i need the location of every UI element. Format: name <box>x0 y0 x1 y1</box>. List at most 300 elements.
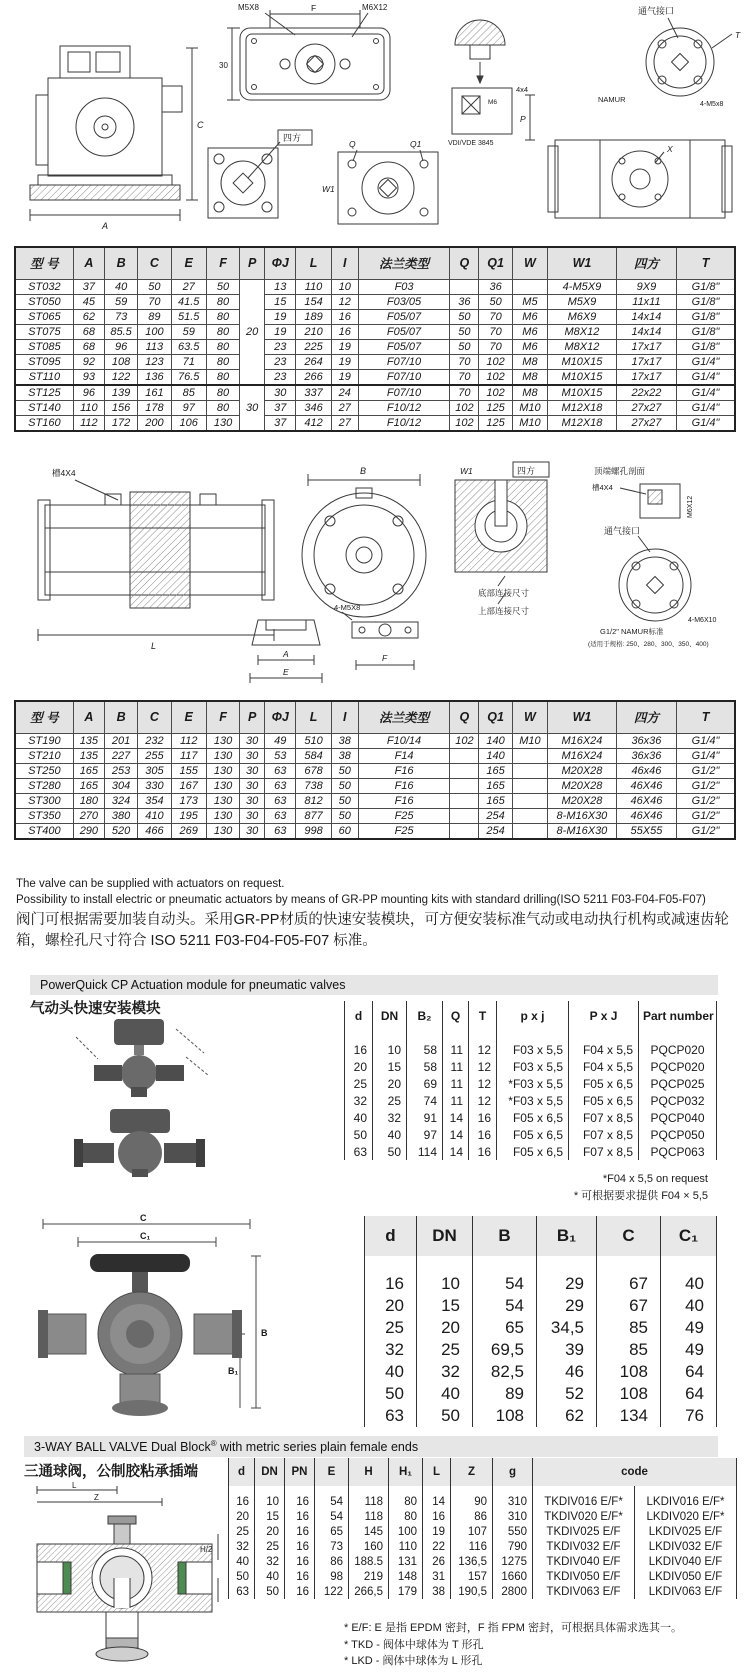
table-cell: F10/14 <box>358 733 450 748</box>
table-cell: 38 <box>423 1584 451 1599</box>
table-cell: 14x14 <box>616 324 676 339</box>
table-cell: 26 <box>423 1554 451 1569</box>
square-flange-view <box>208 130 312 218</box>
table-cell: 15 <box>255 1509 285 1524</box>
table-cell: 63 <box>265 763 296 778</box>
table-cell: PQCP040 <box>639 1109 717 1126</box>
actuator-front-view <box>30 46 198 221</box>
table-cell: 30 <box>240 385 265 431</box>
table-cell: M12X18 <box>548 415 617 431</box>
threeway-title: 3-WAY BALL VALVE Dual Block <box>34 1440 211 1455</box>
table-cell: 98 <box>315 1569 349 1584</box>
table-cell: 100 <box>389 1524 423 1539</box>
table-cell: 19 <box>331 369 358 385</box>
table-cell: F14 <box>358 748 450 763</box>
column-header: 法兰类型 <box>358 701 450 733</box>
column-header: d <box>345 1001 373 1031</box>
column-header: W <box>512 701 547 733</box>
table-cell: 254 <box>479 823 512 839</box>
table-cell: 410 <box>138 808 171 823</box>
column-header: B <box>104 247 137 279</box>
table-cell: 40 <box>417 1383 473 1405</box>
table-cell: ST032 <box>15 279 73 294</box>
table-cell: ST210 <box>15 748 73 763</box>
table-cell: F04 x 5,5 <box>569 1058 639 1075</box>
table-cell: 102 <box>450 733 479 748</box>
table-row <box>15 385 735 401</box>
table-cell: G1/8" <box>677 339 735 354</box>
table-row <box>345 1092 717 1109</box>
powerquick-section <box>0 975 750 1205</box>
table-cell: F03 <box>358 279 450 294</box>
column-header: T <box>677 701 735 733</box>
table-cell: 40 <box>104 279 137 294</box>
table-cell: 40 <box>661 1295 717 1317</box>
table-cell: 50 <box>450 309 479 324</box>
table-cell: 40 <box>365 1361 417 1383</box>
column-header: Q <box>443 1001 469 1031</box>
table-cell: 165 <box>479 778 512 793</box>
table-cell: 70 <box>138 294 171 309</box>
table-cell: 46X46 <box>616 778 676 793</box>
valve-dimension-table <box>364 1216 717 1427</box>
table-cell: 310 <box>493 1486 533 1509</box>
table-cell: 59 <box>171 324 206 339</box>
table-cell: TKDIV016 E/F* <box>533 1486 635 1509</box>
table-cell: ST050 <box>15 294 73 309</box>
table-cell: G1/4" <box>677 385 735 401</box>
table-cell: 27 <box>331 415 358 431</box>
table-cell: 20 <box>255 1524 285 1539</box>
table-cell: 30 <box>240 778 265 793</box>
table-cell: 69,5 <box>473 1339 537 1361</box>
table-cell: ST190 <box>15 733 73 748</box>
column-header: T <box>469 1001 497 1031</box>
table-cell: 36 <box>479 279 512 294</box>
table-cell: 13 <box>265 279 296 294</box>
table-cell: TKDIV032 E/F <box>533 1539 635 1554</box>
table-cell: 27 <box>171 279 206 294</box>
table-cell: 46X46 <box>616 808 676 823</box>
table-cell: 16 <box>331 324 358 339</box>
table-cell: 40 <box>661 1256 717 1295</box>
table-cell: 70 <box>450 369 479 385</box>
table-cell: 23 <box>265 369 296 385</box>
table-cell: G1/8" <box>677 309 735 324</box>
table-cell: 346 <box>296 400 331 415</box>
table-row <box>365 1256 717 1295</box>
table-cell: F05/07 <box>358 324 450 339</box>
table-cell: 11 <box>443 1058 469 1075</box>
table-cell: 37 <box>265 400 296 415</box>
table-cell <box>450 763 479 778</box>
table-cell: 36 <box>450 294 479 309</box>
vent-port-view <box>646 18 732 96</box>
table-cell: 32 <box>373 1109 407 1126</box>
table-cell: 172 <box>104 415 137 431</box>
table-cell: G1/2" <box>677 808 735 823</box>
table-cell: 380 <box>104 808 137 823</box>
table-cell: 11 <box>443 1075 469 1092</box>
table-cell <box>512 793 547 808</box>
table-cell: 210 <box>296 324 331 339</box>
table-cell: 330 <box>138 778 171 793</box>
table-cell: 20 <box>373 1075 407 1092</box>
dim-label-f: F <box>311 3 317 13</box>
table-cell: 34,5 <box>537 1317 597 1339</box>
table-cell: 14 <box>443 1109 469 1126</box>
dim-label-l-tw: L <box>72 1482 77 1490</box>
table-cell: G1/2" <box>677 793 735 808</box>
table-cell: 10 <box>417 1256 473 1295</box>
table-cell: 39 <box>537 1339 597 1361</box>
callout-4-m5x8-mid: 4-M5X8 <box>334 603 361 612</box>
table-cell: F05/07 <box>358 309 450 324</box>
notes-paragraph <box>16 878 742 952</box>
table-cell: 178 <box>138 400 171 415</box>
label-bottom-connection: 底部连接尺寸 <box>478 588 530 598</box>
table-cell: F25 <box>358 823 450 839</box>
table-cell: 10 <box>331 279 358 294</box>
powerquick-title: PowerQuick CP Actuation module for pneumatic valves <box>40 978 346 992</box>
table-cell: 11x11 <box>616 294 676 309</box>
table-cell: M12X18 <box>548 400 617 415</box>
table-cell: 112 <box>171 733 206 748</box>
column-header: A <box>73 701 104 733</box>
actuator-drawings-middle-svg <box>0 460 750 698</box>
table-cell: 16 <box>345 1031 373 1058</box>
table-cell: 37 <box>265 415 296 431</box>
table-cell: 108 <box>104 354 137 369</box>
table-cell: 65 <box>315 1524 349 1539</box>
table-cell: 264 <box>296 354 331 369</box>
table-cell: 466 <box>138 823 171 839</box>
table-row <box>229 1569 737 1584</box>
table-cell: 118 <box>349 1486 389 1509</box>
table-cell: 790 <box>493 1539 533 1554</box>
table-row <box>365 1295 717 1317</box>
table-cell: 70 <box>479 309 512 324</box>
table-cell: 76 <box>661 1405 717 1427</box>
table-cell: 112 <box>73 415 104 431</box>
table-cell: 17x17 <box>616 339 676 354</box>
table-cell: 10 <box>255 1486 285 1509</box>
column-header: I <box>331 701 358 733</box>
table-cell: 50 <box>373 1143 407 1160</box>
table-cell <box>512 823 547 839</box>
table-cell: G1/4" <box>677 415 735 431</box>
column-header: B₁ <box>537 1216 597 1256</box>
table-row <box>15 309 735 324</box>
column-header: code <box>533 1458 737 1486</box>
table-cell: 148 <box>389 1569 423 1584</box>
table-cell: 16 <box>331 309 358 324</box>
column-header: p x j <box>497 1001 569 1031</box>
table-cell: LKDIV063 E/F <box>635 1584 737 1599</box>
table-cell: 110 <box>389 1539 423 1554</box>
table-cell: 27 <box>331 400 358 415</box>
table-cell: 80 <box>389 1509 423 1524</box>
dim-label-t: T <box>735 30 741 40</box>
table-cell: F07/10 <box>358 354 450 369</box>
table-cell: LKDIV040 E/F <box>635 1554 737 1569</box>
table-cell: 290 <box>73 823 104 839</box>
table-cell: G1/2" <box>677 778 735 793</box>
table-row <box>15 400 735 415</box>
table-cell: 40 <box>255 1569 285 1584</box>
table-cell: 15 <box>265 294 296 309</box>
table-row <box>229 1486 737 1509</box>
assembled-valve-module <box>74 1109 205 1177</box>
table-cell: 80 <box>206 385 239 401</box>
table-cell: 36x36 <box>616 733 676 748</box>
table-row <box>345 1143 717 1160</box>
table-cell: 8-M16X30 <box>548 808 617 823</box>
column-header: PN <box>285 1458 315 1486</box>
table-cell: PQCP020 <box>639 1031 717 1058</box>
table-cell <box>512 279 547 294</box>
column-header: L <box>423 1458 451 1486</box>
table-cell: 108 <box>597 1383 661 1405</box>
column-header: C <box>138 701 171 733</box>
table-cell: 63 <box>265 823 296 839</box>
column-header: E <box>315 1458 349 1486</box>
table-cell: 97 <box>171 400 206 415</box>
table-cell: 102 <box>450 415 479 431</box>
column-header: W1 <box>548 701 617 733</box>
table-cell: 16 <box>229 1486 255 1509</box>
table-cell: F25 <box>358 808 450 823</box>
valve-dimension-section <box>0 1208 750 1434</box>
table-cell: M10 <box>512 415 547 431</box>
table-cell: 510 <box>296 733 331 748</box>
shaft-section-view <box>455 462 549 604</box>
table-cell: 29 <box>537 1256 597 1295</box>
table-cell: 130 <box>206 808 239 823</box>
table-cell: 58 <box>407 1031 443 1058</box>
table-cell: 165 <box>479 763 512 778</box>
table-cell: 130 <box>206 733 239 748</box>
table-cell: 110 <box>73 400 104 415</box>
flange-front-view <box>338 150 438 224</box>
table-cell: 160 <box>349 1539 389 1554</box>
table-cell: 80 <box>206 400 239 415</box>
actuator-drawings-top <box>0 0 750 245</box>
table-cell: 130 <box>206 823 239 839</box>
column-header: B₂ <box>407 1001 443 1031</box>
table-cell: M10X15 <box>548 354 617 369</box>
column-header: T <box>677 247 735 279</box>
dim-label-c1-img: C₁ <box>140 1231 151 1241</box>
table-cell: M20X28 <box>548 778 617 793</box>
table-cell: 584 <box>296 748 331 763</box>
table-cell: 32 <box>229 1539 255 1554</box>
table-cell: G1/8" <box>677 294 735 309</box>
table-cell: F05 x 6,5 <box>497 1126 569 1143</box>
table-cell: 70 <box>479 324 512 339</box>
table-cell: 154 <box>296 294 331 309</box>
column-header: I <box>331 247 358 279</box>
table-cell: 165 <box>73 763 104 778</box>
column-header: H₁ <box>389 1458 423 1486</box>
callout-m6x12: M6X12 <box>362 3 388 12</box>
table-cell: TKDIV020 E/F* <box>533 1509 635 1524</box>
table-cell: 23 <box>265 354 296 369</box>
dim-label-b: B <box>360 466 367 476</box>
table-cell: ST110 <box>15 369 73 385</box>
table-row <box>365 1383 717 1405</box>
callout-m5x8: M5X8 <box>238 3 259 12</box>
table-cell: 19 <box>423 1524 451 1539</box>
column-header: A <box>73 247 104 279</box>
table-cell: 54 <box>473 1295 537 1317</box>
table-cell: 69 <box>407 1075 443 1092</box>
label-top-thread-section: 顶端螺孔剖面 <box>594 466 646 476</box>
table-cell: 201 <box>104 733 137 748</box>
table-row <box>15 339 735 354</box>
table-cell: 85 <box>171 385 206 401</box>
table-cell: 70 <box>479 339 512 354</box>
table-cell <box>450 748 479 763</box>
table-cell: 130 <box>206 793 239 808</box>
table-cell: 19 <box>331 354 358 369</box>
vent-port-view-mid <box>619 536 691 621</box>
column-header: F <box>206 247 239 279</box>
threeway-valve-section-drawing <box>22 1482 227 1668</box>
table-cell: M6X9 <box>548 309 617 324</box>
table-cell: ST160 <box>15 415 73 431</box>
table-cell: 37 <box>73 279 104 294</box>
table-cell: 1660 <box>493 1569 533 1584</box>
table-cell <box>512 778 547 793</box>
table-cell: M8 <box>512 369 547 385</box>
column-header: C <box>597 1216 661 1256</box>
table-cell: 67 <box>597 1256 661 1295</box>
table-cell: 116 <box>451 1539 493 1554</box>
column-header: P <box>240 247 265 279</box>
table-cell: 45 <box>73 294 104 309</box>
table-cell: 225 <box>296 339 331 354</box>
table-cell: 12 <box>469 1075 497 1092</box>
table-cell: G1/4" <box>677 354 735 369</box>
registered-mark: ® <box>210 1439 217 1448</box>
table-cell: 50 <box>331 763 358 778</box>
table-cell: 41.5 <box>171 294 206 309</box>
table-cell: 114 <box>407 1143 443 1160</box>
table-cell: PQCP050 <box>639 1126 717 1143</box>
table-cell: 520 <box>104 823 137 839</box>
column-header: W <box>512 247 547 279</box>
table-cell: 30 <box>265 385 296 401</box>
table-row <box>345 1031 717 1058</box>
table-cell: 304 <box>104 778 137 793</box>
column-header: E <box>171 247 206 279</box>
table-cell: G1/4" <box>677 748 735 763</box>
table-cell: 65 <box>473 1317 537 1339</box>
table-cell: 50 <box>229 1569 255 1584</box>
label-sifang-mid: 四方 <box>517 466 536 476</box>
table-cell: 9X9 <box>616 279 676 294</box>
dim-label-b1-img: B₁ <box>228 1366 239 1376</box>
table-cell: F04 x 5,5 <box>569 1031 639 1058</box>
table-cell: 50 <box>450 324 479 339</box>
table-cell: 80 <box>206 309 239 324</box>
table-cell: 20 <box>417 1317 473 1339</box>
table-cell: 23 <box>265 339 296 354</box>
table-cell: 73 <box>315 1539 349 1554</box>
table-cell: 130 <box>206 415 239 431</box>
column-header: ΦJ <box>265 701 296 733</box>
table-cell: 19 <box>331 339 358 354</box>
table-cell: 86 <box>315 1554 349 1569</box>
table-cell: 80 <box>206 324 239 339</box>
table-cell: 161 <box>138 385 171 401</box>
table-cell: 173 <box>171 793 206 808</box>
table-cell: 67 <box>597 1295 661 1317</box>
table-cell: PQCP025 <box>639 1075 717 1092</box>
table-cell: 812 <box>296 793 331 808</box>
actuator-large-front-view <box>548 140 732 218</box>
actuator-drawings-top-svg <box>0 0 750 245</box>
table-cell: 50 <box>450 339 479 354</box>
column-header: B <box>104 701 137 733</box>
column-header: L <box>296 247 331 279</box>
table-cell <box>450 823 479 839</box>
table-cell: M16X24 <box>548 748 617 763</box>
table-cell: ST300 <box>15 793 73 808</box>
table-cell: 19 <box>265 309 296 324</box>
table-row <box>229 1554 737 1569</box>
table-cell: 30 <box>240 748 265 763</box>
table-cell: G1/2" <box>677 763 735 778</box>
callout-slot-4x4-2: 槽4X4 <box>592 483 613 492</box>
table-cell: 63 <box>365 1405 417 1427</box>
table-cell: ST065 <box>15 309 73 324</box>
table-cell: 136,5 <box>451 1554 493 1569</box>
table-cell: 102 <box>479 354 512 369</box>
table-cell: TKDIV025 E/F <box>533 1524 635 1539</box>
table-cell: 63.5 <box>171 339 206 354</box>
table-cell: 30 <box>240 793 265 808</box>
table-cell: 70 <box>450 354 479 369</box>
column-header: B <box>473 1216 537 1256</box>
table-cell: PQCP063 <box>639 1143 717 1160</box>
table-cell: 189 <box>296 309 331 324</box>
table-cell: 253 <box>104 763 137 778</box>
table-cell: *F03 x 5,5 <box>497 1075 569 1092</box>
table-cell: 16 <box>285 1524 315 1539</box>
table-cell: PQCP020 <box>639 1058 717 1075</box>
table-cell: 20 <box>345 1058 373 1075</box>
column-header: L <box>296 701 331 733</box>
table-cell: 25 <box>345 1075 373 1092</box>
column-header: Q1 <box>479 701 512 733</box>
table-cell: F03 x 5,5 <box>497 1031 569 1058</box>
table-cell: 46 <box>537 1361 597 1383</box>
table-cell: F16 <box>358 793 450 808</box>
table-cell: 155 <box>171 763 206 778</box>
table-cell: 145 <box>349 1524 389 1539</box>
table-cell: PQCP032 <box>639 1092 717 1109</box>
table-cell: 4-M5X9 <box>548 279 617 294</box>
dim-label-l: L <box>151 641 157 651</box>
table-cell: 16 <box>285 1584 315 1599</box>
table-cell: 62 <box>537 1405 597 1427</box>
table-cell: ST075 <box>15 324 73 339</box>
table-cell: 20 <box>240 279 265 385</box>
table-cell: M20X28 <box>548 793 617 808</box>
table-cell: 135 <box>73 748 104 763</box>
